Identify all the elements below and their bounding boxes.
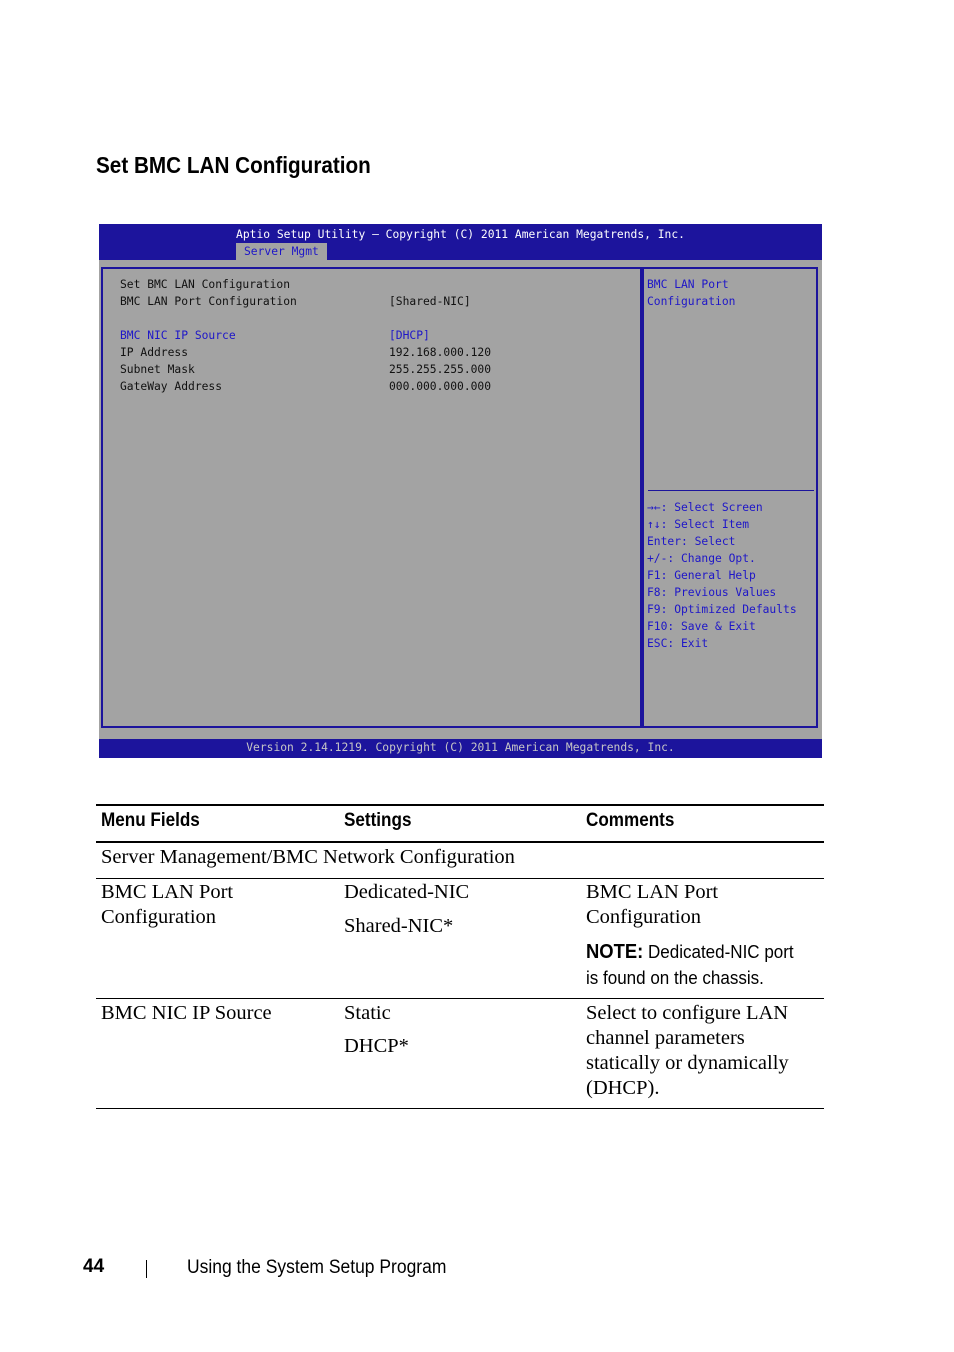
- page-number: 44: [83, 1256, 105, 1277]
- header-rule: [96, 841, 824, 843]
- bios-version: Version 2.14.1219. Copyright (C) 2011 American Megatrends, Inc.: [246, 741, 675, 754]
- row-comment-line: Configuration: [586, 906, 702, 928]
- setting-option: Shared-NIC*: [344, 915, 454, 937]
- ip-address-value: 192.168.000.120: [389, 346, 492, 359]
- row-field-line: BMC LAN Port: [101, 881, 234, 903]
- footer-title: Using the System Setup Program: [187, 1257, 447, 1278]
- gateway-address-value: 000.000.000.000: [389, 380, 492, 393]
- bios-title-bar: [99, 224, 822, 260]
- note-block: [586, 939, 807, 990]
- bmc-nic-ip-source-value[interactable]: [DHCP]: [389, 329, 430, 342]
- column-header-comments: Comments: [586, 810, 675, 831]
- row-comment-line: Select to configure LAN: [586, 1002, 789, 1024]
- setting-option: Static: [344, 1002, 391, 1024]
- row-comment-line: (DHCP).: [586, 1077, 660, 1099]
- setting-option: DHCP*: [344, 1035, 409, 1057]
- table-group-label: Server Management/BMC Network Configuration: [101, 846, 515, 868]
- key-hint-enter: Enter: Select: [647, 535, 736, 548]
- key-hint-optimized-defaults: F9: Optimized Defaults: [647, 603, 797, 616]
- key-hint-esc-exit: ESC: Exit: [647, 637, 709, 650]
- bios-help-panel: [642, 267, 818, 728]
- note-text: Dedicated-NIC port is found on the chassis.: [586, 941, 794, 988]
- help-text-line: BMC LAN Port: [647, 278, 729, 291]
- bios-settings-panel: [101, 267, 642, 728]
- bmc-lan-port-configuration-value[interactable]: [Shared-NIC]: [389, 295, 471, 308]
- setting-option: Dedicated-NIC: [344, 881, 470, 903]
- row-rule: [96, 998, 824, 999]
- column-header-menu-fields: Menu Fields: [101, 810, 200, 831]
- page-heading: Set BMC LAN Configuration: [96, 152, 371, 178]
- key-hint-select-item: ↑↓: Select Item: [647, 518, 750, 531]
- row-comment-line: channel parameters: [586, 1027, 745, 1049]
- footer-divider: [146, 1260, 147, 1278]
- help-text-line: Configuration: [647, 295, 736, 308]
- tab-server-mgmt[interactable]: Server Mgmt: [236, 243, 327, 260]
- ip-address-label: IP Address: [120, 346, 189, 359]
- row-field-line: BMC NIC IP Source: [101, 1002, 272, 1024]
- bmc-nic-ip-source-label[interactable]: BMC NIC IP Source: [120, 329, 236, 342]
- key-hint-previous-values: F8: Previous Values: [647, 586, 777, 599]
- key-hint-select-screen: →←: Select Screen: [647, 501, 763, 514]
- table-top-rule: [96, 804, 824, 806]
- bios-section-title: Set BMC LAN Configuration: [120, 278, 291, 291]
- table-bottom-rule: [96, 1108, 824, 1109]
- bios-status-bar: [99, 739, 822, 758]
- gateway-address-label: GateWay Address: [120, 380, 223, 393]
- group-rule: [96, 878, 824, 879]
- row-field-line: Configuration: [101, 906, 217, 928]
- column-header-settings: Settings: [344, 810, 412, 831]
- help-divider: [648, 490, 814, 491]
- bios-screenshot: [99, 224, 822, 758]
- subnet-mask-label: Subnet Mask: [120, 363, 195, 376]
- bmc-lan-port-configuration-label[interactable]: BMC LAN Port Configuration: [120, 295, 297, 308]
- note-label: NOTE:: [586, 941, 644, 963]
- subnet-mask-value: 255.255.255.000: [389, 363, 492, 376]
- row-comment-line: statically or dynamically: [586, 1052, 789, 1074]
- row-comment-line: BMC LAN Port: [586, 881, 719, 903]
- key-hint-general-help: F1: General Help: [647, 569, 756, 582]
- bios-title: Aptio Setup Utility – Copyright (C) 2011 American Megatrends, Inc.: [236, 228, 685, 241]
- key-hint-change-opt: +/-: Change Opt.: [647, 552, 756, 565]
- key-hint-save-exit: F10: Save & Exit: [647, 620, 756, 633]
